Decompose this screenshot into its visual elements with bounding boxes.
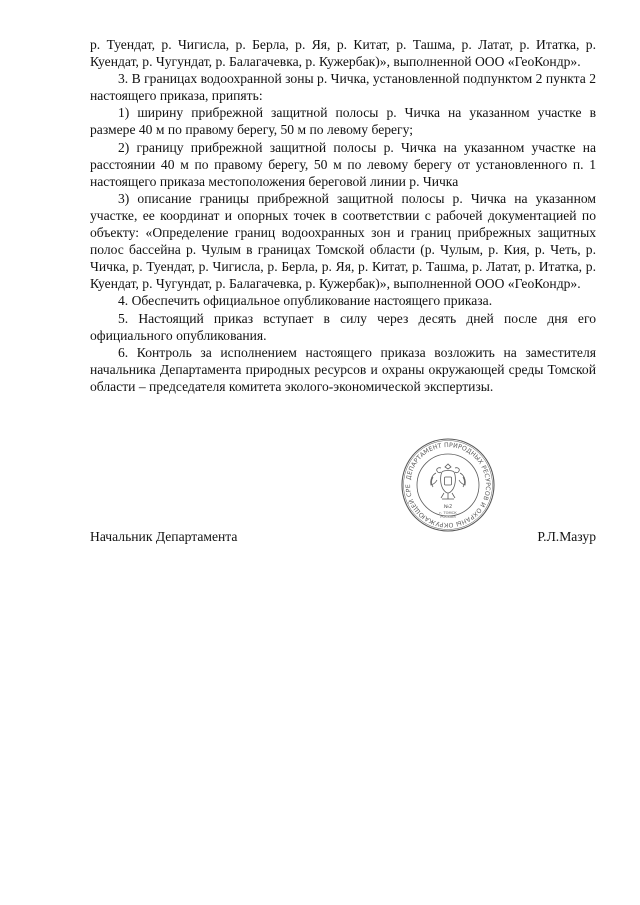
official-seal [400,437,496,533]
paragraph-item-3-2: 2) границу прибрежной защитной полосы р. Чичка на указанном участке на расстоянии 40 м по правому берегу, 50 м по левому берегу от установленного п. 1 настоящего приказа местоположения береговой линии р. Чичка [90,139,596,189]
paragraph-item-3-1: 1) ширину прибрежной защитной полосы р. Чичка на указанном участке в размере 40 м по правому берегу, 50 м по левому берегу; [90,105,596,138]
paragraph-item-3-3: 3) описание границы прибрежной защитной полосы р. Чичка на указанном участке, ее координат и опорных точек в соответствии с рабочей документацией по объекту: «Определение границ водоохранных зон и границ прибрежных защитных полос бассейна р. Чулым в границах Томской области (р. Чулым, р. Кия, р. Четь, р. Чичка, р. Туендат, р. Чигисла, р. Берла, р. Яя, р. Китат, р. Ташма, р. Латат, р. Итатка, р. Куендат, р. Чугундат, р. Балагачевка, р. Кужербак)», выполненной ООО «ГеоКондр». [90,190,596,292]
signer-position: Начальник Департамента [90,529,238,544]
seal-emblem-icon [400,437,496,533]
svg-text:№2: №2 [443,504,453,510]
paragraph-item-5: 5. Настоящий приказ вступает в силу через десять дней после дня его официального опубликования. [90,310,596,343]
paragraph-continuation: р. Туендат, р. Чигисла, р. Берла, р. Яя, р. Китат, р. Ташма, р. Латат, р. Итатка, р. Куендат, р. Чугундат, р. Балагачевка, р. Кужербак)», выполненной ООО «ГеоКондр». [90,37,596,70]
svg-text:ДЕПАРТАМЕНТ ПРИРОДНЫХ РЕСУРСОВ: ДЕПАРТАМЕНТ ПРИРОДНЫХ РЕСУРСОВ И ОХРАНЫ ОКРУЖАЮЩЕЙ СРЕ [404,441,492,529]
svg-text:РОССИЯ: РОССИЯ [440,515,456,519]
svg-text:г. ТОМСК: г. ТОМСК [439,511,457,515]
paragraph-item-3: 3. В границах водоохранной зоны р. Чичка, установленной подпунктом 2 пункта 2 настоящего приказа, припять: [90,71,596,104]
document-body [90,36,596,395]
signer-name: Р.Л.Мазур [537,529,596,544]
paragraph-item-6: 6. Контроль за исполнением настоящего приказа возложить на заместителя начальника Департамента природных ресурсов и охраны окружающей среды Томской области – председателя комитета эколого-экономической экспертизы. [90,344,596,394]
paragraph-item-4: 4. Обеспечить официальное опубликование настоящего приказа. [118,293,493,309]
